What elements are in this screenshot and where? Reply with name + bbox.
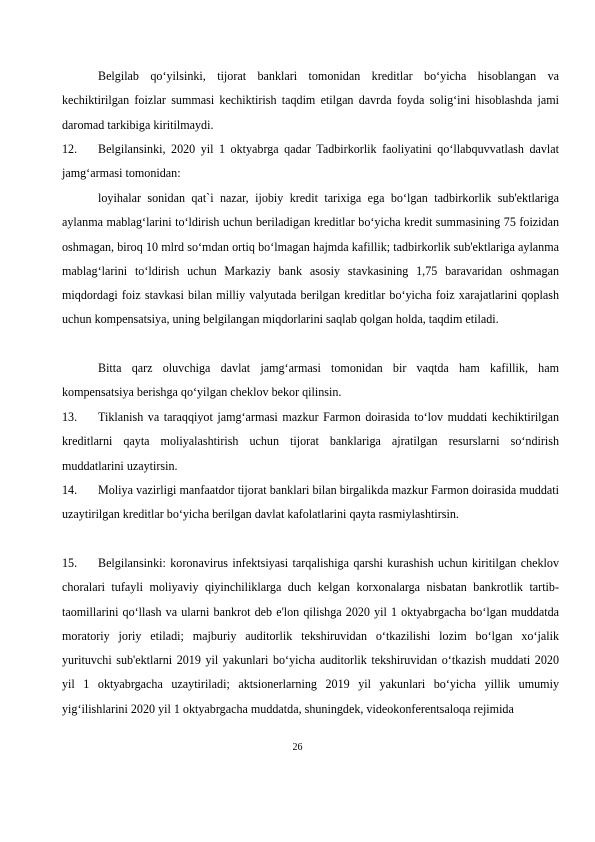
- paragraph-12-text: Belgilansinki, 2020 yil 1 oktyabrga qadar Tadbirkorlik faoliyatini qo‘llabquvvatlash davlat jamg‘armasi tomonidan:: [62, 142, 559, 181]
- paragraph-guarantee: [62, 356, 559, 405]
- paragraph-12-sub-text: loyihalar sonidan qat`i nazar, ijobiy kredit tarixiga ega bo‘lgan tadbirkorlik sub'ektlariga aylanma mablag‘larini to‘ldirish uchun beriladigan kreditlar bo‘yicha kredit summasining 75 foizidan oshmagan, biroq 10 mlrd so‘mdan ortiq bo‘lmagan hajmda kafillik; tadbirkorlik sub'ektlariga aylanma mablag‘larini to‘ldirish uchun Markaziy bank asosiy stavkasining 1,75 baravaridan oshmagan miqdordagi foiz stavkasi bilan milliy valyutada berilgan kreditlar bo‘yicha foiz xarajatlarini qoplash uchun kompensatsiya, uning belgilangan miqdorlarini saqlab qolgan holda, taqdim etiladi.: [62, 191, 559, 327]
- paragraph-12: [62, 137, 559, 186]
- paragraph-15: [62, 551, 559, 721]
- paragraph-guarantee-text: Bitta qarz oluvchiga davlat jamg‘armasi tomonidan bir vaqtda ham kafillik, ham kompensatsiya berishga qo‘yilgan cheklov bekor qilinsin.: [62, 361, 559, 400]
- paragraph-14-text: Moliya vazirligi manfaatdor tijorat banklari bilan birgalikda mazkur Farmon doirasida muddati uzaytirilgan kreditlar bo‘yicha berilgan davlat kafolatlarini qayta rasmiylashtirsin.: [62, 483, 559, 522]
- item-number-14: 14.: [62, 483, 78, 497]
- paragraph-15-text: Belgilansinki: koronavirus infektsiyasi tarqalishiga qarshi kurashish uchun kiritilgan cheklov choralari tufayli moliyaviy qiyinchiliklarga duch kelgan korxonalarga nisbatan bankrotlik tartib-taomillarini qo‘llash va ularni bankrot deb e'lon qilishga 2020 yil 1 oktyabrgacha bo‘lgan muddatda moratoriy joriy etiladi; majburiy auditorlik tekshiruvidan o‘tkazilishi lozim bo‘lgan xo‘jalik yurituvchi sub'ektlarni 2019 yil yakunlari bo‘yicha auditorlik tekshiruvidan o‘tkazish muddati 2020 yil 1 oktyabrgacha uzaytiriladi; aktsionerlarning 2019 yil yakunlari bo‘yicha yillik umumiy yig‘ilishlarini 2020 yil 1 oktyabrgacha muddatda, shuningdek, videokonferentsaloqa rejimida: [62, 556, 559, 716]
- paragraph-12-sub: [62, 186, 559, 332]
- paragraph-1-text: Belgilab qo‘yilsinki, tijorat banklari tomonidan kreditlar bo‘yicha hisoblangan va kechiktirilgan foizlar summasi kechiktirish taqdim etilgan davrda foyda solig‘ini hisoblashda jami daromad tarkibiga kiritilmaydi.: [62, 69, 559, 132]
- item-number-12: 12.: [62, 142, 78, 156]
- item-number-13: 13.: [62, 410, 78, 424]
- paragraph-14: [62, 478, 559, 527]
- paragraph-13: [62, 405, 559, 478]
- page-number: 26: [292, 742, 303, 753]
- paragraph-1: [62, 64, 559, 137]
- paragraph-13-text: Tiklanish va taraqqiyot jamg‘armasi mazkur Farmon doirasida to‘lov muddati kechiktirilgan kreditlarni qayta moliyalashtirish uchun tijorat banklariga ajratilgan resurslarni so‘ndirish muddatlarini uzaytirsin.: [62, 410, 559, 473]
- item-number-15: 15.: [62, 556, 78, 570]
